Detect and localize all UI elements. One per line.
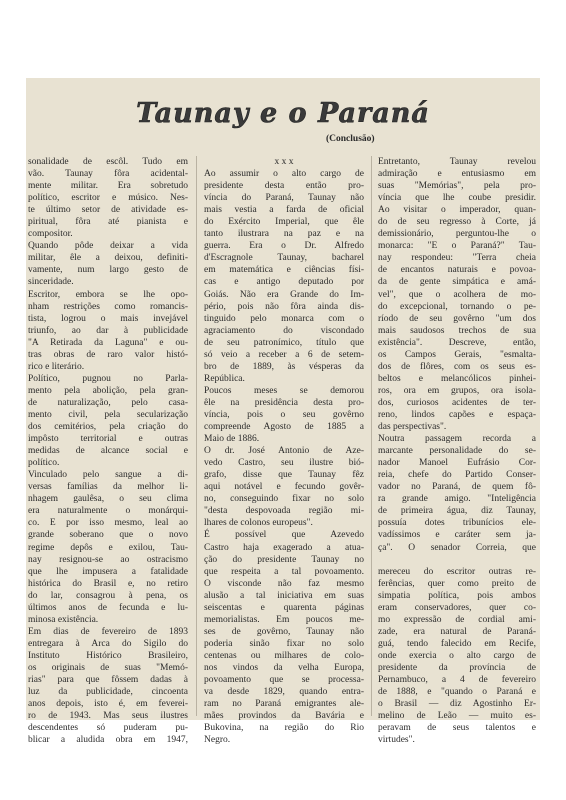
text-line: era naturalmente o monárqui- [28, 506, 188, 517]
text-line: reno, lindos capões e espaça- [378, 409, 536, 420]
text-line: poderia sinão fixar no solo [204, 638, 364, 649]
text-line: pério, pois não fôra ainda dis- [204, 301, 364, 312]
text-line: nos vindos da velha Europa, [204, 662, 364, 673]
text-line: Político, pugnou no Parla- [28, 373, 188, 384]
text-line: tras obras de raro valor histó- [28, 349, 188, 360]
text-line: que respeita a tal povoamento. [204, 566, 364, 577]
text-line: mento pela abolição, pela gran- [28, 385, 188, 396]
column-divider [196, 156, 197, 716]
column-divider [371, 156, 372, 716]
text-line: va desde 1829, quando entra- [204, 687, 364, 698]
text-line: regime depôs e exilou, Tau- [28, 542, 188, 553]
text-line: do excepcional, tornando o pe- [378, 301, 536, 312]
text-line: nador Manoel Eufrásio Cor- [378, 458, 536, 469]
text-line: Em dias de fevereiro de 1893 [28, 626, 188, 637]
text-line: de primeira água, diz Taunay, [378, 506, 536, 517]
text-line: ção do presidente Taunay no [204, 554, 364, 565]
text-line: que lhe impusera a fatalidade [28, 566, 188, 577]
text-line: "desta despovoada região mi- [204, 506, 364, 517]
text-line: demissionário, perguntou-lhe o [378, 229, 536, 240]
text-line: das perspectivas". [378, 422, 447, 433]
article-subtitle: (Conclusão) [326, 134, 375, 144]
text-line: grande soberano que o novo [28, 530, 188, 541]
text-line: os Campos Gerais, "esmalta- [378, 349, 536, 360]
text-line: compositor. [28, 229, 73, 240]
text-line: Maio de 1886. [204, 434, 260, 445]
text-line: Vinculado pelo sangue a di- [28, 470, 188, 481]
text-line: d'Escragnole Taunay, bacharel [204, 253, 364, 264]
text-line: mais saudosos trechos de sua [378, 325, 536, 336]
text-line: tanto ilustrara na paz e na [204, 229, 364, 240]
text-line: beltos e melancólicos pinhei- [378, 373, 536, 384]
text-line: compreende Agosto de 1885 a [204, 422, 364, 433]
text-line: reia, chefe do Partido Conser- [378, 470, 536, 481]
text-line: impôsto territorial e outras [28, 434, 188, 445]
text-line: do de seu regresso à Corte, já [378, 217, 536, 228]
text-column-3 [378, 156, 536, 746]
text-line: sonalidade de escôl. Tudo em [28, 157, 188, 167]
text-line: víncia, pois o seu govêrno [204, 409, 364, 420]
text-line: triunfo, ao dar à publicidade [28, 325, 188, 336]
text-line: rias" para que fôssem dadas à [28, 675, 188, 686]
text-line: mo expressão de cordial ami- [378, 614, 536, 625]
text-line: versas famílias da melhor li- [28, 482, 188, 493]
text-line [378, 554, 536, 566]
text-line: Ao assumir o alto cargo de [204, 169, 364, 180]
text-line: bro de 1889, às vésperas da [204, 361, 364, 372]
text-line: mereceu do escritor outras re- [378, 566, 536, 577]
text-line: víncia do Paraná, Taunay não [204, 193, 364, 204]
text-line: mães provindos da Bavária e [204, 711, 364, 722]
text-line: República. [204, 373, 245, 384]
text-line: possuía dotes tribunícios ele- [378, 518, 536, 529]
text-line: de naturalização, pelo casa- [28, 397, 188, 408]
text-line: de 1888, e "quando o Paraná e [378, 687, 536, 698]
text-line: tinguido pelo monarca com o [204, 313, 364, 324]
text-line: anos depois, isto é, em feverei- [28, 699, 188, 710]
text-line: mais vestia a farda de oficial [204, 205, 364, 216]
text-line: ros, ora em grupos, ora isola- [378, 385, 536, 396]
text-line: militar, êle a deixou, definiti- [28, 253, 188, 264]
article-title: Taunay e o Paraná [136, 98, 430, 129]
text-line: dos cemitérios, pela criação do [28, 422, 188, 433]
text-line: no, conseguindo fixar no solo [204, 494, 364, 505]
text-line: "A Retirada da Laguna" e ou- [28, 337, 188, 348]
text-line: piritual, fôra até pianista e [28, 217, 188, 228]
text-line: alusão a tal iniciativa em suas [204, 590, 364, 601]
text-line: melino de Leão — muito es- [378, 711, 536, 722]
text-line: dos de flôres, com os seus es- [378, 361, 536, 372]
text-line: vão. Taunay fôra acidental- [28, 169, 188, 180]
text-line: Negro. [204, 735, 231, 746]
text-line: lhares de colonos europeus". [204, 518, 313, 529]
text-line: últimos anos de fecunda e lu- [28, 602, 188, 613]
text-line: ça". O senador Correia, que [378, 542, 536, 553]
newspaper-page [26, 78, 540, 746]
text-line: guá, tendo falecido em Recife, [378, 638, 536, 649]
text-line: do Exército Imperial, que êle [204, 217, 364, 228]
text-column-1 [28, 156, 188, 746]
text-line: Poucos meses se demorou [204, 385, 364, 396]
text-line: político. [28, 458, 60, 469]
text-line: só veio a receber a 6 de setem- [204, 349, 364, 360]
text-line: É possível que Azevedo [204, 530, 364, 541]
text-line: tista, logrou o mais invejável [28, 313, 188, 324]
text-line: presidente da província de [378, 662, 536, 673]
text-line: agraciamento do viscondado [204, 325, 364, 336]
text-line: vel", que o acolhera de mo- [378, 289, 536, 300]
text-line: do lar, consagrou à pena, os [28, 590, 188, 601]
text-line: co. E por isso mesmo, leal ao [28, 518, 188, 529]
text-line: nhagem gaulêsa, o seu clima [28, 494, 188, 505]
text-line: aqui notável e fecundo govêr- [204, 482, 364, 493]
text-line: grafo, disse que Taunay fêz [204, 470, 364, 481]
text-line: ro de 1943. Mas seus ilustres [28, 711, 188, 722]
text-line: Entretanto, Taunay revelou [378, 157, 536, 167]
text-line: em matemática e ciências físi- [204, 265, 364, 276]
text-line: Pernambuco, a 4 de fevereiro [378, 675, 536, 686]
text-line: vadíssimos e caráter sem ja- [378, 530, 536, 541]
text-line: Instituto Histórico Brasileiro, [28, 650, 188, 661]
text-line: O dr. José Antonio de Aze- [204, 446, 364, 457]
text-line: zade, era natural de Paraná- [378, 626, 536, 637]
text-line: guerra. Era o Dr. Alfredo [204, 241, 364, 252]
text-line: histórica do Brasil e, no retiro [28, 578, 188, 589]
text-line: blicar a aludida obra em 1947, [28, 735, 188, 746]
text-line: Noutra passagem recorda a [378, 434, 536, 445]
text-line: mento civil, pela secularização [28, 409, 188, 420]
text-line: vamente, num largo gesto de [28, 265, 188, 276]
text-line: minosa existência. [28, 614, 99, 625]
text-line: O visconde não faz mesmo [204, 578, 364, 589]
text-line: memorialistas. Em poucos me- [204, 614, 364, 625]
text-line: Quando pôde deixar a vida [28, 241, 188, 252]
text-line: nay respondeu: "Terra cheia [378, 253, 536, 264]
text-line: de seu patronímico, título que [204, 337, 364, 348]
text-line: ram no Paraná emigrantes ale- [204, 699, 364, 710]
text-line: virtudes". [378, 735, 415, 746]
text-line: cas e antigo deputado por [204, 277, 364, 288]
text-line: te último setor de atividade es- [28, 205, 188, 216]
text-line: medidas de alcance social e [28, 446, 188, 457]
text-line: Goiás. Não era Grande do Im- [204, 289, 364, 300]
text-line: mente militar. Era sobretudo [28, 181, 188, 192]
text-line: luz da publicidade, cincoenta [28, 687, 188, 698]
text-line: Bukovina, na região do Rio [204, 723, 364, 734]
text-line: peravam de seus talentos e [378, 723, 536, 734]
text-line: ferências, quer como preito de [378, 578, 536, 589]
text-line: povoamento que se processa- [204, 675, 364, 686]
text-line: político, escritor e músico. Nes- [28, 193, 188, 204]
text-line: ra grande amigo. "Inteligência [378, 494, 536, 505]
text-line: ríodo de seu govêrno "um dos [378, 313, 536, 324]
text-line: marcante personalidade do se- [378, 446, 536, 457]
text-line: simpatia política, pois ambos [378, 590, 536, 601]
text-line: centenas ou milhares de colo- [204, 650, 364, 661]
text-line: Ao visitar o imperador, quan- [378, 205, 536, 216]
text-line: sinceridade. [28, 277, 74, 288]
text-column-2 [204, 156, 364, 746]
text-line: vador no Paraná, de quem fô- [378, 482, 536, 493]
text-line: x x x [274, 157, 294, 167]
text-line: suas "Memórias", pela pro- [378, 181, 536, 192]
text-line: existência". Descreve, então, [378, 337, 536, 348]
text-line: eram conservadores, quer co- [378, 602, 536, 613]
text-line: onde exercia o alto cargo de [378, 650, 536, 661]
text-line: de encantos naturais e povoa- [378, 265, 536, 276]
text-line: descendentes só puderam pu- [28, 723, 188, 734]
text-line: seiscentas e quarenta páginas [204, 602, 364, 613]
text-line: Escritor, embora se lhe opo- [28, 289, 188, 300]
text-line: da de gente simpática e amá- [378, 277, 536, 288]
text-line: êle na presidência desta pro- [204, 397, 364, 408]
text-line: vedo Castro, seu ilustre bió- [204, 458, 364, 469]
text-line: nay resignou-se ao ostracismo [28, 554, 188, 565]
text-line: o Brasil — diz Agostinho Er- [378, 699, 536, 710]
text-line: os originais de suas "Memó- [28, 662, 188, 673]
text-line: entregara à Arca do Sigilo do [28, 638, 188, 649]
text-line: ses de govêrno, Taunay não [204, 626, 364, 637]
text-line: monarca: "E o Paraná?" Tau- [378, 241, 536, 252]
text-line: nham restrições como romancis- [28, 301, 188, 312]
text-line: dos, curiosos acidentes de ter- [378, 397, 536, 408]
text-line: admiração e entusiasmo em [378, 169, 536, 180]
text-line: Castro haja exagerado a atua- [204, 542, 364, 553]
text-line: víncia que lhe coube presidir. [378, 193, 536, 204]
text-line: presidente desta então pro- [204, 181, 364, 192]
text-line: rico e literário. [28, 361, 85, 372]
